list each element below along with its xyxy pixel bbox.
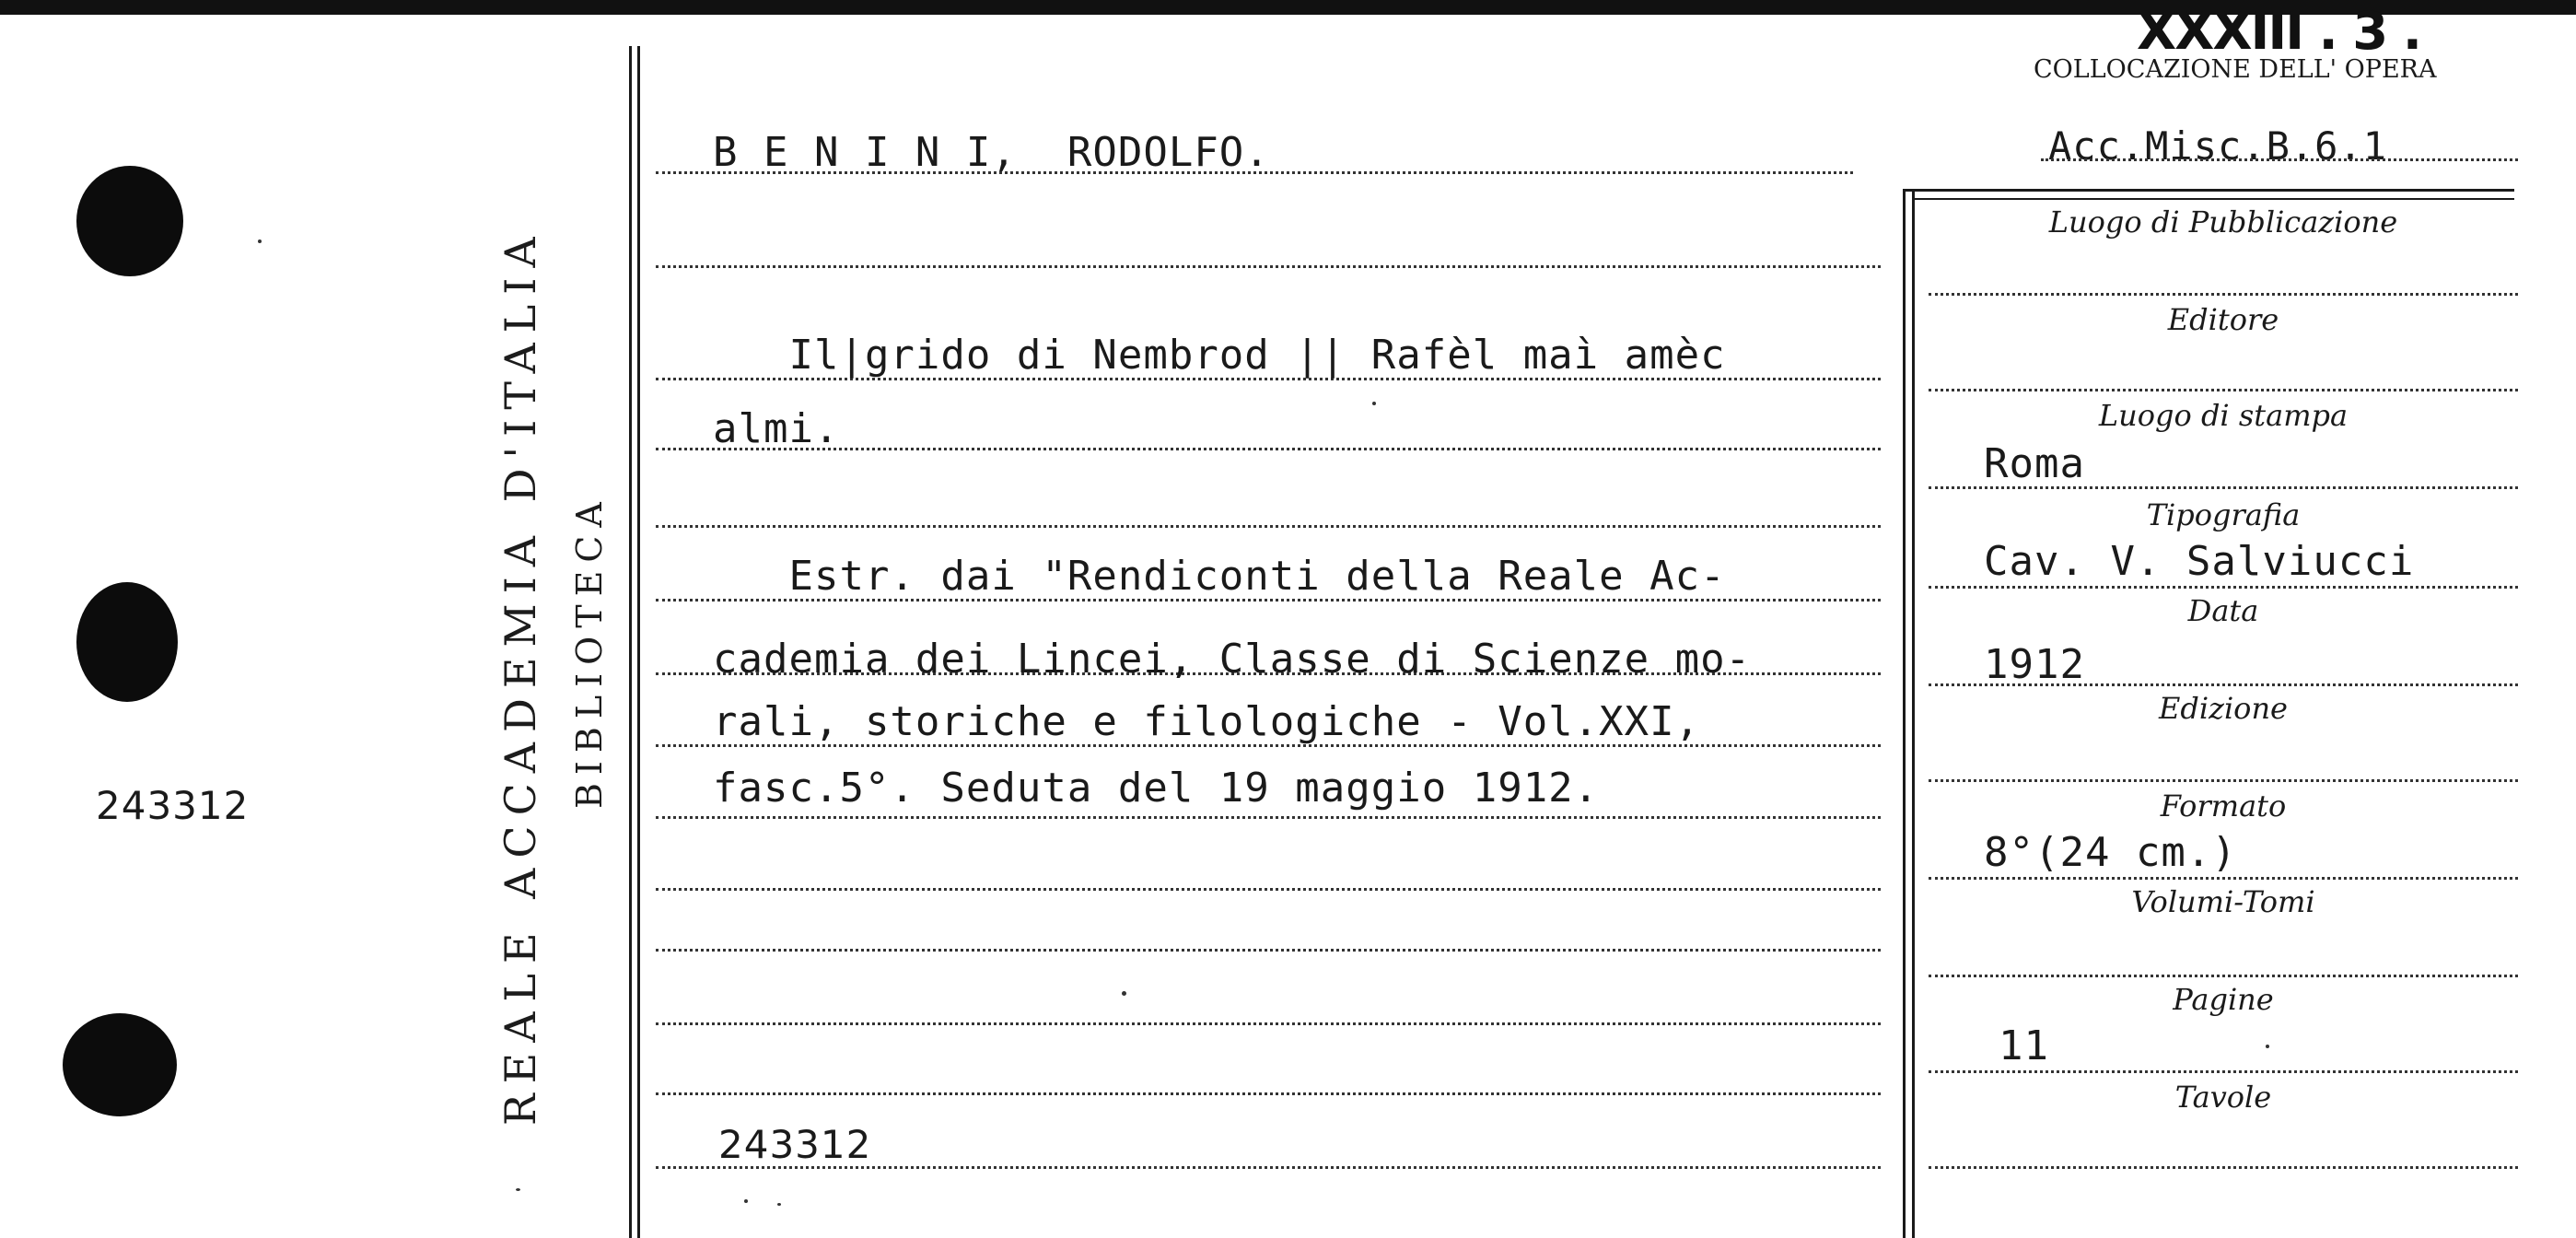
right-panel-top-rule-a: [1903, 189, 2514, 192]
label-tavole: Tavole: [2174, 1080, 2272, 1115]
collocazione-label: COLLOCAZIONE DELL' OPERA: [2034, 55, 2437, 84]
detail-line-6: [1929, 779, 2518, 782]
scan-speck: [2266, 1045, 2269, 1048]
scan-speck: [1372, 402, 1376, 405]
punch-hole-bottom: [63, 1013, 177, 1116]
title-line-1: Il|grido di Nembrod || Rafèl maì amèc: [713, 332, 1726, 379]
detail-line-8: [1929, 975, 2518, 977]
left-double-rule-a: [629, 46, 632, 1238]
rule-line-5: [656, 525, 1881, 528]
label-data: Data: [2187, 593, 2259, 628]
label-luogo-di-pubblicazione: Luogo di Pubblicazione: [2048, 204, 2398, 239]
rule-line-10: [656, 888, 1881, 891]
left-double-rule-b: [637, 46, 640, 1238]
value-tipografia: Cav. V. Salviucci: [1984, 538, 2415, 585]
detail-line-4: [1929, 586, 2518, 589]
bottom-inventory-number: 243312: [718, 1122, 872, 1167]
value-pagine: 11: [1999, 1022, 2049, 1069]
note-line-2: cademia dei Lincei, Classe di Scienze mo-: [713, 636, 1752, 683]
handwritten-shelf-mark: XXXIII . 3 .: [2137, 2, 2421, 62]
label-tipografia: Tipografia: [2146, 497, 2301, 532]
label-editore: Editore: [2167, 302, 2279, 337]
detail-line-9: [1929, 1070, 2518, 1073]
label-pagine: Pagine: [2173, 982, 2274, 1017]
detail-line-1: [1929, 293, 2518, 296]
scan-speck: [744, 1199, 748, 1203]
note-line-3: rali, storiche e filologiche - Vol.XXI,: [713, 698, 1701, 745]
punch-hole-top: [76, 166, 183, 276]
label-luogo-di-stampa: Luogo di stampa: [2098, 398, 2349, 433]
detail-line-2: [1929, 389, 2518, 391]
library-name: BIBLIOTECA: [569, 494, 610, 809]
detail-line-7: [1929, 877, 2518, 880]
label-formato: Formato: [2160, 788, 2287, 823]
rule-line-12: [656, 1022, 1881, 1025]
rule-line-11: [656, 949, 1881, 952]
label-edizione: Edizione: [2159, 691, 2288, 726]
scan-speck: [1122, 991, 1126, 996]
author-heading: B E N I N I, RODOLFO.: [713, 129, 1270, 176]
detail-line-3: [1929, 486, 2518, 489]
title-line-2: almi.: [713, 405, 840, 452]
label-volumi-tomi: Volumi-Tomi: [2131, 884, 2315, 919]
detail-line-10: [1929, 1166, 2518, 1169]
right-panel-rule-b: [1912, 189, 1915, 1238]
scan-speck: [516, 1188, 520, 1191]
rule-line-13: [656, 1092, 1881, 1095]
value-formato: 8°(24 cm.): [1984, 829, 2237, 876]
note-line-1: Estr. dai "Rendiconti della Reale Ac-: [713, 553, 1726, 600]
rule-line-2: [656, 265, 1881, 268]
detail-line-5: [1929, 683, 2518, 686]
scan-speck: [777, 1203, 781, 1206]
shelf-mark-line: [2041, 158, 2518, 161]
scan-speck: [258, 239, 262, 243]
shelf-mark: Acc.Misc.B.6.1: [2048, 123, 2388, 169]
value-luogo-di-stampa: Roma: [1984, 440, 2085, 487]
right-panel-rule-a: [1903, 189, 1906, 1238]
note-line-4: fasc.5°. Seduta del 19 maggio 1912.: [713, 765, 1600, 812]
rule-line-4: [656, 448, 1881, 450]
punch-hole-middle: [76, 582, 178, 702]
rule-line-9: [656, 816, 1881, 819]
right-panel-top-rule-b: [1912, 198, 2514, 200]
inventory-number: 243312: [96, 783, 250, 828]
institution-name: REALE ACCADEMIA D'ITALIA: [495, 227, 545, 1126]
value-data: 1912: [1984, 641, 2085, 688]
